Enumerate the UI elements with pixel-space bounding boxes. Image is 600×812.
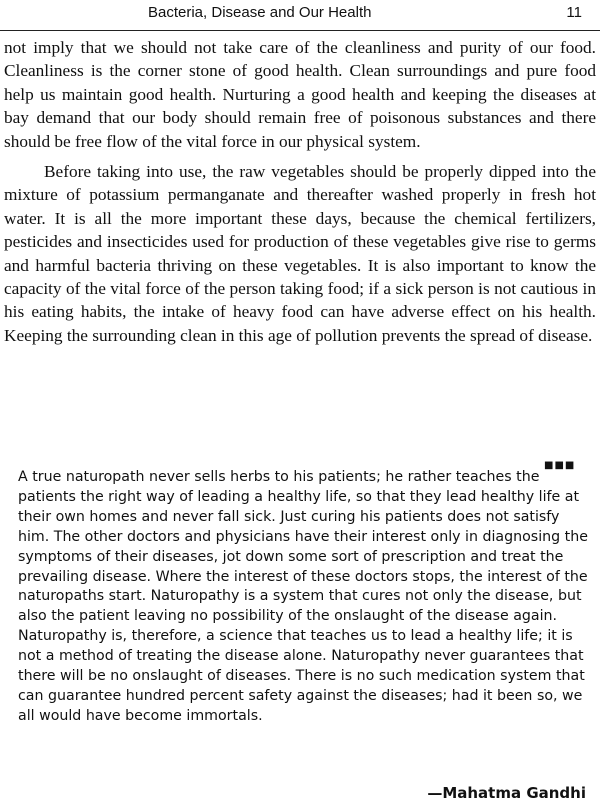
main-text (4, 36, 596, 347)
quote-block (18, 468, 588, 727)
quote-attribution: —Mahatma Gandhi (427, 784, 586, 802)
paragraph: not imply that we should not take care of the cleanliness and purity of our food. Cleanliness is the corner stone of good health. Clean surroundings and pure food help us maintain good health. Nurturing a good health and keeping the diseases at bay demand that our body should remain free of poisonous substances and there should be free flow of the vital force in our physical system. (4, 38, 596, 151)
quote-text: A true naturopath never sells herbs to his patients; he rather teaches the patients the right way of leading a healthy life, so that they lead healthy life at their own homes and never fall sick. Just curing his patients does not satisfy him. The other doctors and physicians have their interest only in diagnosing the symptoms of their diseases, jot down some sort of prescription and treat the prevailing disease. Where the interest of these doctors stops, the interest of the naturopaths start. Naturopathy is a system that cures not only the disease, but also the patient leaving no possibility of the onslaught of the disease again. Naturopathy is, therefore, a science that teaches us to lead a healthy life; it is not a method of treating the disease alone. Naturopathy never guarantees that there will be no onslaught of diseases. There is no such medication system that can guarantee hundred percent safety against the diseases; had it been so, we all would have become immortals. (18, 469, 588, 724)
paragraph: Before taking into use, the raw vegetables should be properly dipped into the mixture of potassium permanganate and thereafter washed properly in fresh hot water. It is all the more important these days, because the chemical fertilizers, pesticides and insecticides used for production of these vegetables give rise to germs and harmful bacteria thriving on these vegetables. It is also important to know the capacity of the vital force of the person taking food; if a sick person is not cautious in his eating habits, the intake of heavy food can have adverse effect on his health. Keeping the surrounding clean in this age of pollution prevents the spread of disease. (4, 162, 596, 345)
running-header (0, 0, 600, 31)
chapter-title: Bacteria, Disease and Our Health (148, 4, 372, 21)
page-number: 11 (566, 4, 582, 21)
section-end-mark: ■■■ (544, 460, 576, 471)
